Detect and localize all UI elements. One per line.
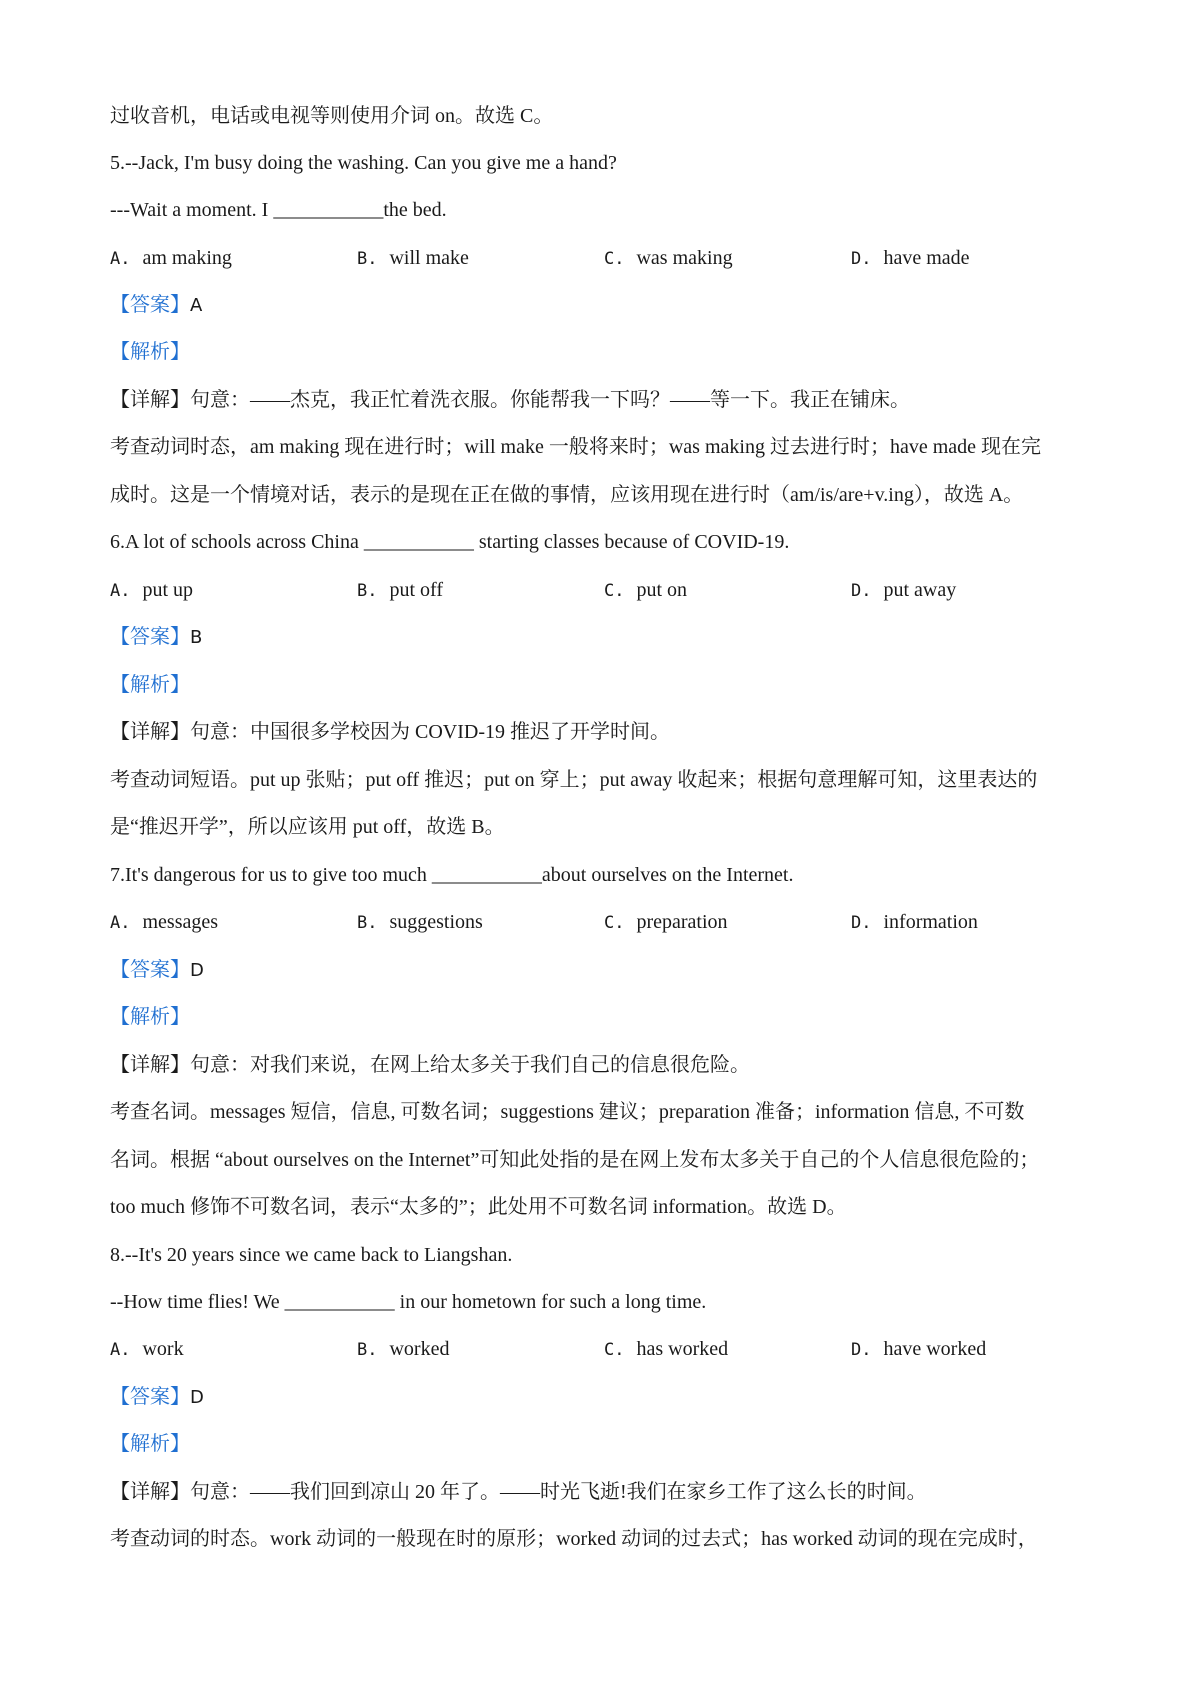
q7-answer: 【答案】D: [110, 959, 204, 981]
q5-analysis: 【解析】: [110, 341, 190, 363]
q5-option-d: D. have made: [851, 247, 970, 269]
q8-analysis: 【解析】: [110, 1433, 190, 1455]
q8-option-a: A. work: [110, 1338, 184, 1360]
q7-option-a: A. messages: [110, 911, 219, 933]
q5-option-b: B. will make: [357, 247, 469, 269]
q6-option-b: B. put off: [357, 579, 443, 601]
q8-option-c: C. has worked: [604, 1338, 729, 1360]
text-line: 名词。根据 “about ourselves on the Internet”可知此处指的是在网上发布太多关于自己的个人信息很危险的；: [110, 1149, 1040, 1171]
q7-analysis: 【解析】: [110, 1006, 190, 1028]
q6-analysis: 【解析】: [110, 674, 190, 696]
q7-option-c: C. preparation: [604, 911, 728, 933]
q5-detail: 【详解】句意：——杰克，我正忙着洗衣服。你能帮我一下吗？——等一下。我正在铺床。: [110, 389, 910, 411]
q7-option-b: B. suggestions: [357, 911, 483, 933]
text-line: 成时。这是一个情境对话，表示的是现在正在做的事情，应该用现在进行时（am/is/are+v.ing），故选 A。: [110, 484, 1024, 506]
text-line: 考查动词时态，am making 现在进行时；will make 一般将来时；was making 过去进行时；have made 现在完: [110, 436, 1042, 458]
text-line: too much 修饰不可数名词，表示“太多的”；此处用不可数名词 information。故选 D。: [110, 1196, 847, 1218]
q8-answer: 【答案】D: [110, 1386, 204, 1408]
q5-answer: 【答案】A: [110, 294, 203, 316]
q8-option-b: B. worked: [357, 1338, 450, 1360]
q6-answer: 【答案】B: [110, 626, 203, 648]
q7-option-d: D. information: [851, 911, 978, 933]
q7-detail: 【详解】句意：对我们来说，在网上给太多关于我们自己的信息很危险。: [110, 1054, 750, 1076]
q6-option-a: A. put up: [110, 579, 194, 601]
text-line: 考查动词短语。put up 张贴；put off 推迟；put on 穿上；put away 收起来；根据句意理解可知，这里表达的: [110, 769, 1038, 791]
question-5: 5.--Jack, I'm busy doing the washing. Can you give me a hand?: [110, 152, 617, 174]
q8-option-d: D. have worked: [851, 1338, 987, 1360]
question-7: 7.It's dangerous for us to give too much ___________about ourselves on the Internet.: [110, 864, 794, 886]
text-line: 过收音机，电话或电视等则使用介词 on。故选 C。: [110, 105, 554, 127]
q6-option-c: C. put on: [604, 579, 688, 601]
text-line: 考查名词。messages 短信，信息, 可数名词；suggestions 建议；preparation 准备；information 信息, 不可数: [110, 1101, 1025, 1123]
q5-option-c: C. was making: [604, 247, 733, 269]
text-line: 考查动词的时态。work 动词的一般现在时的原形；worked 动词的过去式；has worked 动词的现在完成时，: [110, 1528, 1038, 1550]
text-line: 是“推迟开学”，所以应该用 put off，故选 B。: [110, 816, 505, 838]
q8-detail: 【详解】句意：——我们回到凉山 20 年了。——时光飞逝!我们在家乡工作了这么长的时间。: [110, 1481, 927, 1503]
q6-option-d: D. put away: [851, 579, 957, 601]
q5-option-a: A. am making: [110, 247, 232, 269]
question-8-response: --How time flies! We ___________ in our hometown for such a long time.: [110, 1291, 707, 1313]
question-8: 8.--It's 20 years since we came back to Liangshan.: [110, 1244, 513, 1266]
question-5-response: ---Wait a moment. I ___________the bed.: [110, 199, 447, 221]
q6-detail: 【详解】句意：中国很多学校因为 COVID-19 推迟了开学时间。: [110, 721, 670, 743]
question-6: 6.A lot of schools across China ___________ starting classes because of COVID-19.: [110, 531, 790, 553]
